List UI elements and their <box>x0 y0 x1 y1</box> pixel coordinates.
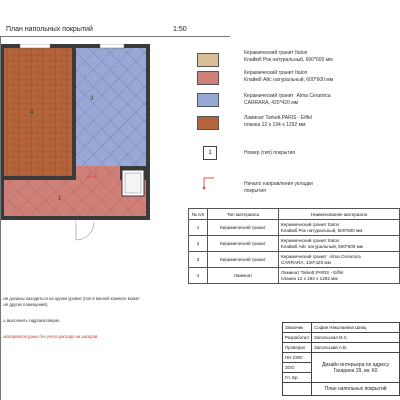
stamp-project: Дизайн интерьера по адресу Гагарина 29, кв. 60 <box>312 353 400 383</box>
direction-symbol <box>200 172 220 192</box>
legend-text-1: Керамический гранит Italon Клаймб Рок натуральный, 600*600 мм <box>244 50 333 63</box>
stamp-row <box>283 383 400 396</box>
table-cell: 3 <box>189 252 208 268</box>
room-label-living: 4 <box>30 110 34 116</box>
sheet-title: План напольных покрытий <box>6 26 93 33</box>
table-cell: 4 <box>189 268 208 284</box>
stamp-name: София Николаевна Шпиц <box>312 323 400 333</box>
legend-swatch-1 <box>197 53 219 67</box>
note-line-2: ...ня других помещений). <box>0 302 49 307</box>
stamp-role: Разработал <box>283 333 312 343</box>
frame-left-line <box>0 36 1 400</box>
table-cell: Керамический гранит Italon Клаймб Айс натуральный, 600*600 мм <box>279 236 400 252</box>
direction-label: Начало направления укладки покрытия <box>244 181 313 194</box>
stamp-role: Заказчик <box>283 323 312 333</box>
table-row <box>189 252 400 268</box>
table-row <box>189 236 400 252</box>
stamp-code-3: Гл. Бр. <box>283 373 312 383</box>
title-underline <box>0 36 230 37</box>
table-cell: 2 <box>189 236 208 252</box>
room-label-bath: 3 <box>90 96 94 102</box>
table-row <box>189 220 400 236</box>
table-header-row <box>189 209 400 220</box>
table-cell: Керамический гранит Alma Ceramica CARRARA, 420*420 мм <box>279 252 400 268</box>
stamp-blank <box>283 383 312 396</box>
stamp-row <box>283 323 400 333</box>
stamp-role: Проверил <box>283 343 312 353</box>
note-line-1: ...ия должны находиться на одном уровне (пол в ванной комнате может <box>0 296 140 301</box>
materials-table <box>188 208 400 284</box>
stamp-name: Запольская М.С. <box>312 333 400 343</box>
legend-text-2: Керамический гранит Italon Клаймб Айс натуральный, 600*600 мм <box>244 70 334 83</box>
table-header-num: № п/п <box>189 209 208 220</box>
type-number-symbol: 1 <box>203 146 217 160</box>
table-cell: Ламинат Tarkett,PARIS - Eiffel планка 12 х 194 х 1292 мм <box>279 268 400 284</box>
sheet-scale: 1:50 <box>173 26 187 33</box>
legend-text-3: Керамический гранит Alma Ceramica CARRARA, 420*420 мм <box>244 93 331 106</box>
table-cell: Керамический гранит <box>208 252 279 268</box>
stamp-name: Запольский А.В. <box>312 343 400 353</box>
stamp-row <box>283 353 400 363</box>
type-number-label: Номер (тип) покрытия <box>244 150 296 156</box>
table-cell: Керамический гранит Italon Клаймб Рок натуральный, 600*600 мм <box>279 220 400 236</box>
note-line-4: ...материалов даны без учета расхода на раскрой. <box>0 334 99 339</box>
table-header-type: Тип материала <box>208 209 279 220</box>
floor-plan <box>0 44 175 254</box>
legend-swatch-2 <box>197 71 219 85</box>
title-block <box>282 322 400 396</box>
stamp-code: НН-2300 <box>283 353 312 363</box>
table-row <box>189 268 400 284</box>
stamp-row <box>283 343 400 353</box>
table-header-name: Наименование материала <box>279 209 400 220</box>
table-cell: Керамический гранит <box>208 236 279 252</box>
note-line-3: ...ь выполнить гидроизоляцию. <box>0 318 61 323</box>
legend-text-4: Ламинат Tarkett,PARIS - Eiffel планка 12 х 194 х 1292 мм <box>244 115 312 128</box>
table-cell: 1 <box>189 220 208 236</box>
table-cell: Ламинат <box>208 268 279 284</box>
legend-swatch-3 <box>197 93 219 107</box>
stamp-sheet-name: План напольных покрытий <box>312 383 400 396</box>
room-label-hall: 1 <box>58 196 62 202</box>
table-cell: Керамический гранит <box>208 220 279 236</box>
legend-swatch-4 <box>197 116 219 130</box>
stamp-row <box>283 333 400 343</box>
stamp-code-2: ЗОО <box>283 363 312 373</box>
